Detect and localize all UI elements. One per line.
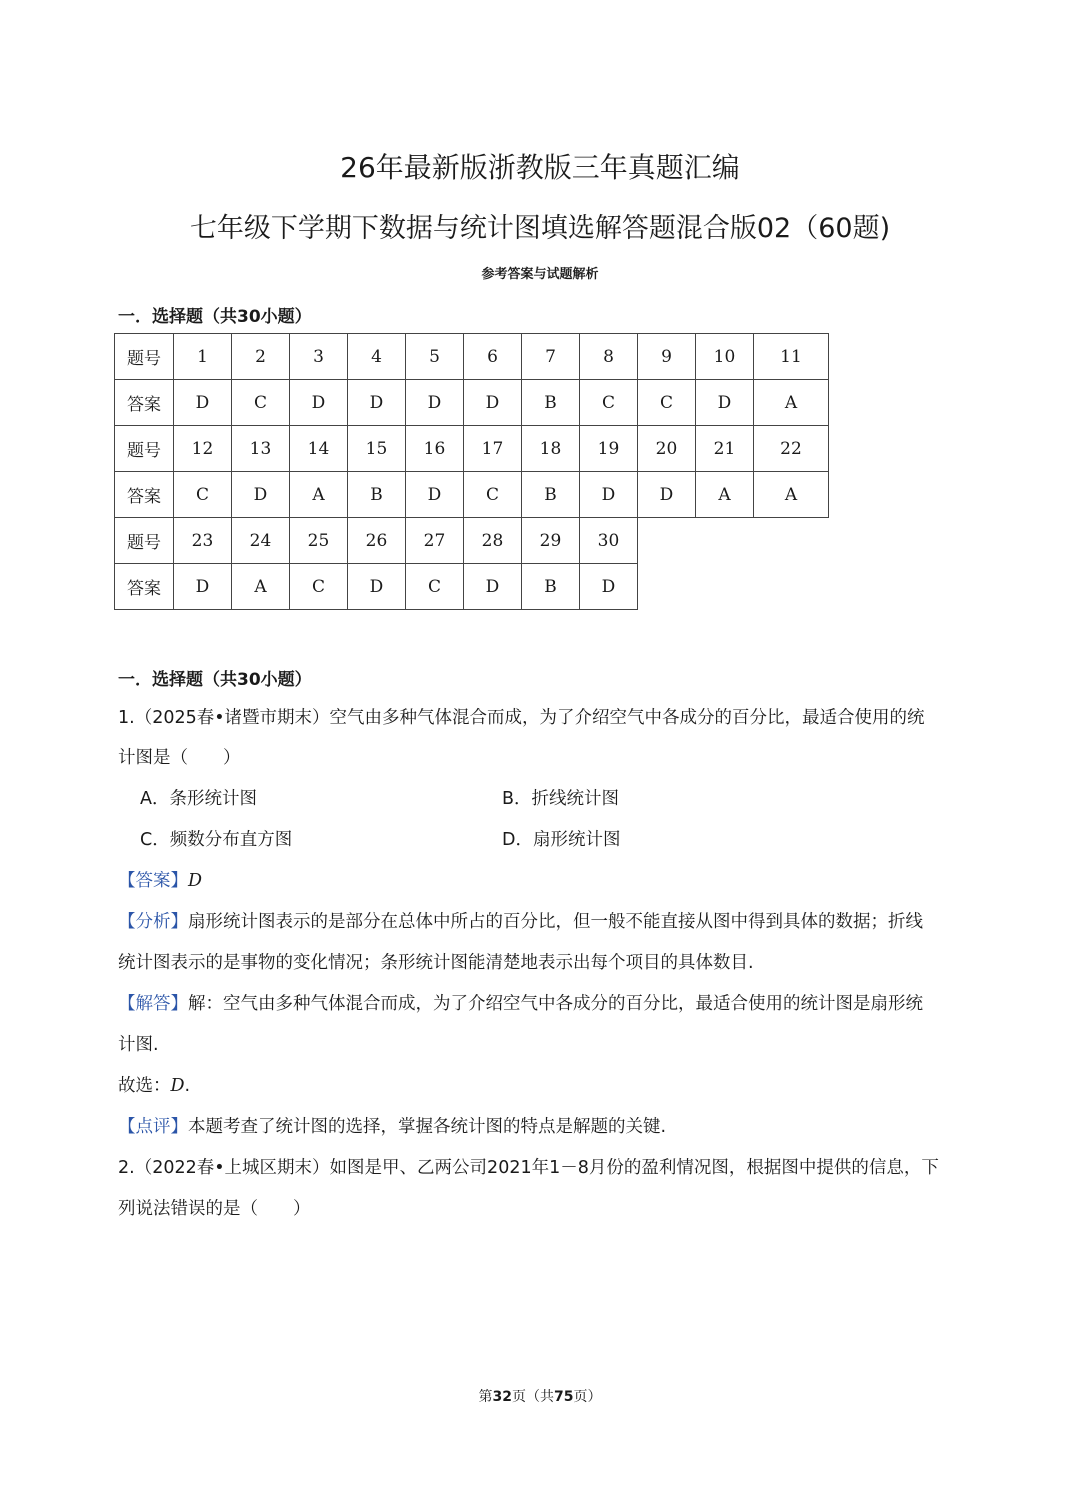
answer-letter-cell: D	[348, 380, 406, 426]
answer-letter-cell: D	[232, 472, 290, 518]
answer-tag: 【答案】	[118, 871, 188, 891]
answer-table	[114, 333, 829, 610]
answer-letter-cell: A	[754, 472, 829, 518]
question-number-cell: 12	[174, 426, 232, 472]
question-number-cell: 29	[522, 518, 580, 564]
answer-letter-cell: D	[696, 380, 754, 426]
q1-solution-line1	[118, 992, 923, 1016]
empty-cell	[696, 518, 754, 564]
question-number-cell: 28	[464, 518, 522, 564]
empty-cell	[754, 564, 829, 610]
choice-value: D	[170, 1076, 185, 1096]
q1-analysis-line1	[118, 910, 923, 934]
question-number-cell: 10	[696, 334, 754, 380]
page-footer	[0, 1386, 1080, 1406]
row-label-answer: 答案	[115, 380, 174, 426]
answer-letter-cell: C	[406, 564, 464, 610]
footer-total-pages: 75	[554, 1389, 574, 1405]
question-number-cell: 27	[406, 518, 464, 564]
answer-letter-cell: D	[174, 380, 232, 426]
footer-suffix: 页）	[573, 1389, 602, 1405]
question-number-cell: 15	[348, 426, 406, 472]
q1-option-b: B．折线统计图	[502, 789, 620, 809]
answer-letter-cell: A	[754, 380, 829, 426]
answer-key-caption: 参考答案与试题解析	[481, 267, 599, 282]
table-row	[115, 380, 829, 426]
answer-letter-cell: B	[348, 472, 406, 518]
section-heading-choice-detail: 一．选择题（共30小题）	[118, 670, 312, 690]
answer-letter-cell: D	[464, 380, 522, 426]
table-row	[115, 334, 829, 380]
question-number-cell: 11	[754, 334, 829, 380]
answer-letter-cell: D	[638, 472, 696, 518]
q1-option-a: A．条形统计图	[140, 789, 257, 809]
q2-stem-line1: 2.（2022春•上城区期末）如图是甲、乙两公司2021年1－8月份的盈利情况图，根据图中提供的信息，下	[118, 1158, 939, 1178]
answer-letter-cell: B	[522, 472, 580, 518]
question-number-cell: 30	[580, 518, 638, 564]
row-label-answer: 答案	[115, 564, 174, 610]
answer-letter-cell: A	[232, 564, 290, 610]
q1-stem-line1: 1.（2025春•诸暨市期末）空气由多种气体混合而成，为了介绍空气中各成分的百分比，最适合使用的统	[118, 708, 925, 728]
analysis-text1: 扇形统计图表示的是部分在总体中所占的百分比，但一般不能直接从图中得到具体的数据；折线	[188, 912, 923, 932]
question-number-cell: 22	[754, 426, 829, 472]
answer-letter-cell: D	[290, 380, 348, 426]
answer-letter-cell: D	[348, 564, 406, 610]
question-number-cell: 21	[696, 426, 754, 472]
question-number-cell: 1	[174, 334, 232, 380]
answer-letter-cell: D	[580, 564, 638, 610]
solution-tag: 【解答】	[118, 994, 188, 1014]
q2-stem-line2: 列说法错误的是（ ）	[118, 1199, 311, 1219]
answer-letter-cell: D	[580, 472, 638, 518]
table-row	[115, 472, 829, 518]
analysis-tag: 【分析】	[118, 912, 188, 932]
question-number-cell: 20	[638, 426, 696, 472]
question-number-cell: 7	[522, 334, 580, 380]
section-heading-choice: 一．选择题（共30小题）	[118, 307, 312, 327]
row-label-answer: 答案	[115, 472, 174, 518]
q1-analysis-line2: 统计图表示的是事物的变化情况；条形统计图能清楚地表示出每个项目的具体数目.	[118, 953, 754, 973]
question-number-cell: 9	[638, 334, 696, 380]
q1-option-d: D．扇形统计图	[502, 830, 621, 850]
answer-letter-cell: A	[290, 472, 348, 518]
question-number-cell: 3	[290, 334, 348, 380]
row-label-question: 题号	[115, 426, 174, 472]
question-number-cell: 24	[232, 518, 290, 564]
answer-letter-cell: A	[696, 472, 754, 518]
table-row	[115, 518, 829, 564]
table-row	[115, 564, 829, 610]
footer-page-number: 32	[492, 1389, 512, 1405]
q1-comment	[118, 1115, 666, 1139]
q1-answer	[118, 869, 202, 893]
empty-cell	[638, 518, 696, 564]
question-number-cell: 25	[290, 518, 348, 564]
answer-letter-cell: C	[290, 564, 348, 610]
answer-letter-cell: C	[580, 380, 638, 426]
empty-cell	[696, 564, 754, 610]
footer-mid: 页（共	[512, 1389, 554, 1405]
comment-text: 本题考查了统计图的选择，掌握各统计图的特点是解题的关键.	[188, 1117, 667, 1137]
question-number-cell: 2	[232, 334, 290, 380]
question-number-cell: 16	[406, 426, 464, 472]
question-number-cell: 6	[464, 334, 522, 380]
answer-letter-cell: B	[522, 380, 580, 426]
answer-letter-cell: D	[174, 564, 232, 610]
answer-letter-cell: C	[464, 472, 522, 518]
question-number-cell: 13	[232, 426, 290, 472]
empty-cell	[638, 564, 696, 610]
row-label-question: 题号	[115, 334, 174, 380]
choice-suffix: .	[184, 1076, 191, 1096]
document-subtitle-title: 七年级下学期下数据与统计图填选解答题混合版02（60题)	[189, 213, 891, 244]
question-number-cell: 19	[580, 426, 638, 472]
answer-letter-cell: D	[406, 472, 464, 518]
answer-letter-cell: D	[464, 564, 522, 610]
q1-stem-line2: 计图是（ ）	[118, 748, 241, 768]
empty-cell	[754, 518, 829, 564]
question-number-cell: 14	[290, 426, 348, 472]
answer-letter-cell: B	[522, 564, 580, 610]
q1-choice	[118, 1074, 190, 1098]
q1-option-c: C．频数分布直方图	[140, 830, 293, 850]
question-number-cell: 4	[348, 334, 406, 380]
table-row	[115, 426, 829, 472]
q1-solution-line2: 计图.	[118, 1035, 159, 1055]
comment-tag: 【点评】	[118, 1117, 188, 1137]
question-number-cell: 17	[464, 426, 522, 472]
question-number-cell: 8	[580, 334, 638, 380]
answer-letter-cell: C	[638, 380, 696, 426]
row-label-question: 题号	[115, 518, 174, 564]
answer-letter-cell: D	[406, 380, 464, 426]
document-title: 26年最新版浙教版三年真题汇编	[340, 151, 740, 184]
choice-prefix: 故选：	[118, 1076, 171, 1096]
answer-value: D	[188, 871, 203, 891]
question-number-cell: 18	[522, 426, 580, 472]
answer-letter-cell: C	[174, 472, 232, 518]
question-number-cell: 26	[348, 518, 406, 564]
footer-prefix: 第	[478, 1389, 493, 1405]
answer-letter-cell: C	[232, 380, 290, 426]
question-number-cell: 5	[406, 334, 464, 380]
question-number-cell: 23	[174, 518, 232, 564]
solution-text1: 解：空气由多种气体混合而成，为了介绍空气中各成分的百分比，最适合使用的统计图是扇形统	[188, 994, 923, 1014]
